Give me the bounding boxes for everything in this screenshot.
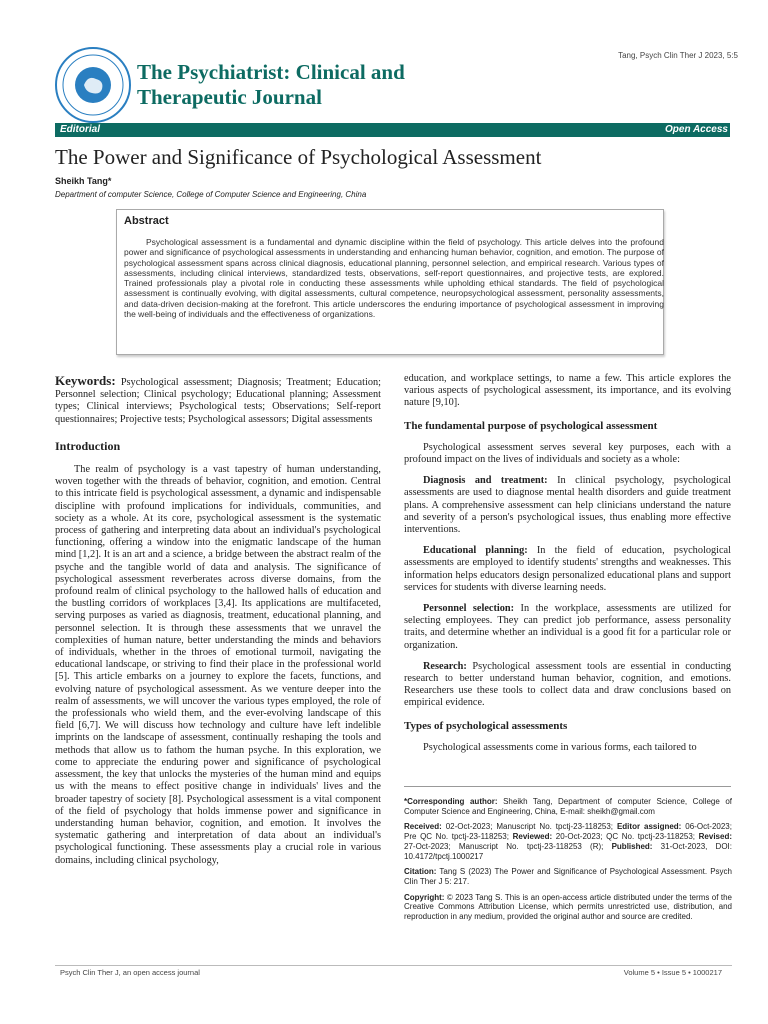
logo-ring-icon [57, 49, 129, 121]
copyright-text: © 2023 Tang S. This is an open-access article distributed under the terms of the Creative Commons Attribution License, which permits unrestricted use, distribution, and reproduction in any medium, provided the original author and source are credited. [404, 892, 732, 922]
running-head: Tang, Psych Clin Ther J 2023, 5:5 [618, 51, 738, 60]
purpose-item-label: Diagnosis and treatment: [423, 475, 548, 487]
citation-label: Citation: [404, 867, 437, 877]
footer-journal: Psych Clin Ther J, an open access journal [60, 968, 200, 977]
article-title: The Power and Significance of Psychological Assessment [55, 145, 542, 169]
abstract-text: Psychological assessment is a fundamental and dynamic discipline within the field of psychology. This article delves into the profound power and significance of psychological assessments in understanding and enhancing human behavior, cognition, and emotion. The purpose of psychological assessment spans across clinical diagnosis, educational planning, personnel selection, and empirical research. Various types of assessments, including clinical interviews, standardized tests, observations, self-report questionnaires, and projective tests, are explored. Trained professionals play a pivotal role in conducting these assessments while upholding ethical standards. The field of psychological assessment is continually evolving, with digital assessments, cultural competence, neuropsychological assessment, personality assessments, and data-driven decision-making at the forefront. This article underscores the enduring importance of psychological assessment in improving the well-being of individuals and the effectiveness of organizations. [124, 237, 664, 320]
journal-title [137, 60, 467, 110]
purpose-item-label: Research: [423, 660, 467, 672]
date-label: Revised: [698, 832, 732, 842]
footnote [404, 797, 732, 928]
abstract-heading: Abstract [124, 215, 169, 227]
date-text: 27-Oct-2023; Manuscript No. tpctj-23-118253 (R); [404, 841, 604, 851]
copyright-label: Copyright: [404, 892, 445, 902]
date-text: 06-Oct-2023; Pre QC No. tpctj-23-118253; [404, 822, 732, 842]
section-bar [55, 123, 730, 137]
purpose-item [404, 475, 731, 536]
purpose-item [404, 661, 731, 710]
article-author: Sheikh Tang* [55, 176, 112, 186]
date-label: Reviewed: [512, 832, 553, 842]
keywords-label: Keywords: [55, 373, 116, 388]
section-label: Editorial [60, 124, 101, 135]
types-text: Psychological assessments come in various forms, each tailored to [423, 741, 697, 753]
author-affiliation: Department of computer Science, College of Computer Science and Engineering, China [55, 190, 367, 199]
date-label: Editor assigned: [616, 822, 682, 832]
purpose-heading: The fundamental purpose of psychological assessment [404, 419, 658, 432]
purpose-intro: Psychological assessment serves several key purposes, each with a profound impact on the lives of individuals and society as a whole: [404, 441, 731, 466]
keywords-text: Psychological assessment; Diagnosis; Treatment; Education; Personnel selection; Clinical psychology; Educational planning; Assessment types; Clinical interviews; Psychological tests; Observations; Self-report questionnaires; Projective tests; Psychological assessors; Digital assessments [55, 377, 381, 425]
left-column [55, 375, 381, 867]
purpose-item-label: Personnel selection: [423, 603, 515, 615]
introduction-text: The realm of psychology is a vast tapestry of human understanding, woven together with the threads of behavior, cognition, and emotion. Central to this intricate field is psychological assessment, a dynamic and indispensable discipline with profound implications for individuals, communities, and society as a whole. At its core, psychological assessment is the systematic process of gathering and interpreting data about an individual's psychological functioning, offering a window into the enigmatic landscape of the human mind [1,2]. It is an art and a science, a bridge between the abstract realm of the psyche and the tangible world of data and analysis. The significance of psychological assessment reverberates across diverse domains, from the profound realm of clinical psychology to the hallowed halls of education and the bustling corridors of workplaces [3,4]. Its applications are multifaceted, serving purposes as varied as diagnosis, treatment, educational planning, and personnel selection. It is through these assessments that we unravel the complexities of human nature, better understanding the minds and behaviors of individuals, whether in the throes of emotional turmoil, navigating the educational landscape, or striving to find their place in the professional world [5]. This article embarks on a journey to explore the facets, functions, and evolving nature of psychological assessment. As we venture deeper into the realm of assessments, we will uncover the various types employed, the role of the professionals who wield them, and the ever-evolving landscape of this field [6,7]. We will discuss how technology and culture have left indelible imprints on the landscape of assessment, continually reshaping the tools and methods that allow us to fathom the human psyche. In this exploration, we come to appreciate the enduring power and significance of psychological assessment, the key that unlocks the mysteries of the human mind and equips us with the means to effect positive change in individuals' lives and the broader tapestry of society [8]. Psychological assessment is a vital component of the field of psychology that holds immense power and significance in understanding human behavior, cognition, and emotion. It involves the systematic gathering and interpretation of data about an individual's psychological functioning. These assessments play a crucial role in various domains, including clinical psychology, [55, 464, 381, 866]
citation-text: Tang S (2023) The Power and Significance of Psychological Assessment. Psych Clin Ther J 5: 217. [404, 867, 733, 886]
date-text: 20-Oct-2023; QC No. tpctj-23-118253; [555, 832, 696, 842]
date-label: Published: [611, 841, 653, 851]
corresponding-author [404, 797, 732, 816]
keywords-block [55, 375, 381, 426]
article-dates [404, 822, 732, 861]
corresponding-text: Sheikh Tang, Department of computer Science, College of Computer Science and Engineering, China, E-mail: sheikh@gmail.com [404, 797, 732, 816]
purpose-item-text: In the field of education, psychological assessments are employed to identify students' strengths and weaknesses. This information helps educators design personalized educational plans and support services for students with diverse learning needs. [404, 545, 731, 593]
copyright [404, 893, 732, 922]
types-heading: Types of psychological assessments [404, 719, 568, 732]
footer-rule [55, 965, 732, 966]
purpose-item [404, 603, 731, 652]
purpose-item-text: Psychological assessment tools are essential in conducting research to better understand human behavior, cognition, and emotions. Researchers use these tools to collect data and draw conclusions based on empirical evidence. [404, 660, 731, 709]
purpose-item [404, 545, 731, 594]
date-text: 31-Oct-2023, DOI: 10.4172/tpctj.1000217 [404, 841, 733, 861]
corresponding-label: *Corresponding author: [404, 797, 498, 806]
journal-title-line2: Therapeutic Journal [137, 85, 322, 109]
footer-volume: Volume 5 • Issue 5 • 1000217 [623, 968, 722, 977]
purpose-item-text: In clinical psychology, psychological assessments are used to diagnose mental health disorders and guide treatment plans. A comprehensive assessment can help clinicians understand the nature and severity of a person's psychological issues, thus enabling more effective interventions. [404, 475, 731, 536]
open-access-label[interactable]: Open Access [665, 124, 728, 135]
date-label: Received: [404, 822, 442, 832]
footnote-rule [404, 786, 731, 787]
introduction-continued: education, and workplace settings, to name a few. This article explores the various aspects of psychological assessment, its importance, and its evolving nature [9,10]. [404, 373, 731, 409]
right-column [404, 373, 731, 754]
journal-logo [55, 47, 131, 123]
citation [404, 867, 732, 886]
introduction-heading: Introduction [55, 438, 121, 453]
journal-title-line1: The Psychiatrist: Clinical and [137, 60, 405, 84]
purpose-item-label: Educational planning: [423, 545, 528, 557]
purpose-item-text: In the workplace, assessments are utilized for selecting employees. They can predict job performance, assess personality traits, and determine whether an individual is a good fit for a particular role or organization. [404, 603, 732, 651]
date-text: 02-Oct-2023; Manuscript No. tpctj-23-118253; [445, 822, 614, 832]
